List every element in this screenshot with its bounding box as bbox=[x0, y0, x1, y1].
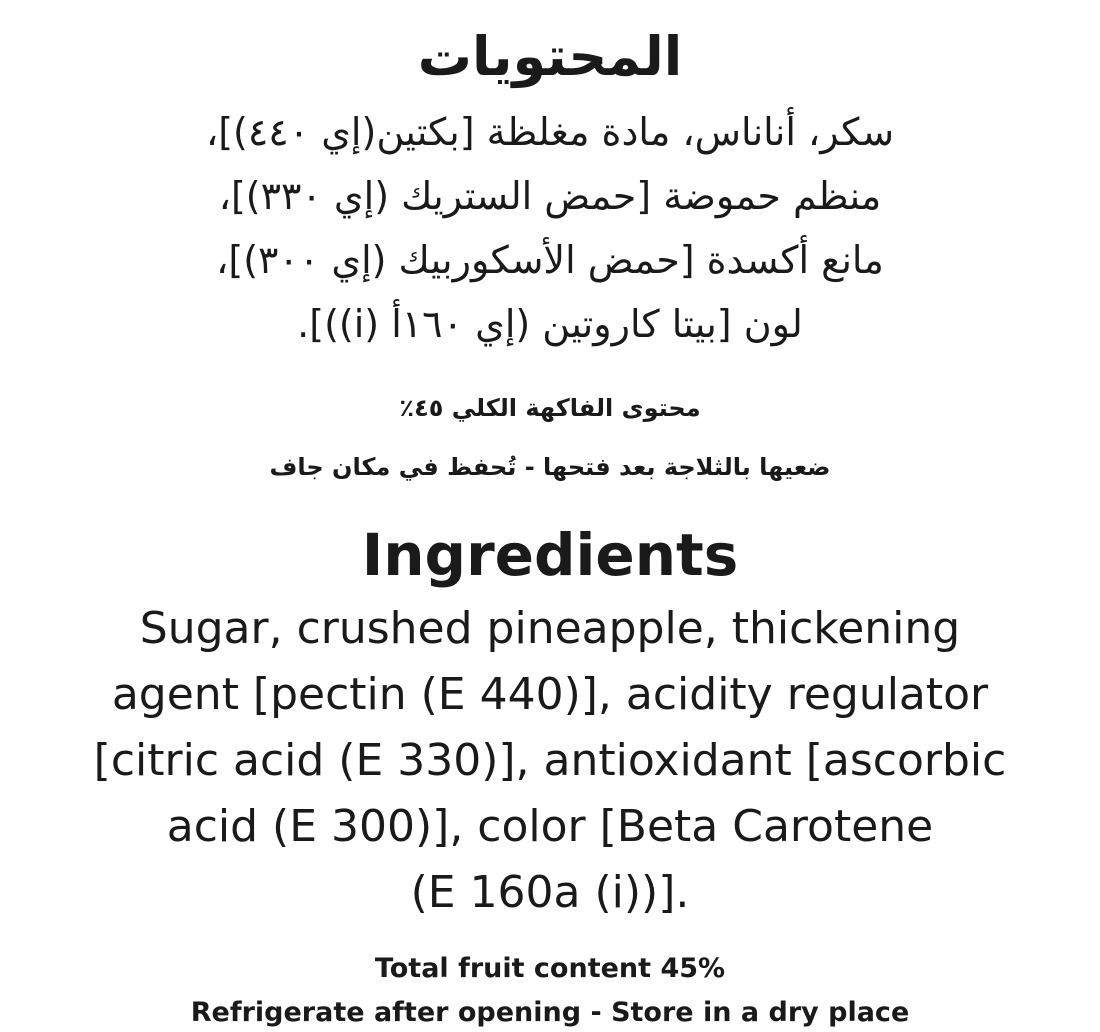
english-ingredients-line: [citric acid (E 330)], antioxidant [ascorbic bbox=[93, 735, 1007, 786]
english-ingredients-heading: Ingredients bbox=[361, 521, 739, 589]
english-ingredients-text bbox=[40, 596, 1060, 926]
arabic-ingredients-line: لون [بيتا كاروتين (إي ١٦٠أ (i))]. bbox=[297, 302, 803, 346]
english-fruit-content: Total fruit content 45% bbox=[374, 953, 726, 984]
english-ingredients-line: (E 160a (i))]. bbox=[410, 867, 690, 918]
english-ingredients-line: agent [pectin (E 440)], acidity regulator bbox=[111, 669, 989, 720]
arabic-ingredients-line: مانع أكسدة [حمض الأسكوربيك (إي ٣٠٠)]، bbox=[216, 238, 884, 282]
arabic-ingredients-heading: المحتويات bbox=[417, 25, 683, 88]
arabic-fruit-content: محتوى الفاكهة الكلي ٤٥٪ bbox=[399, 394, 701, 422]
arabic-storage-instructions: ضعيها بالثلاجة بعد فتحها - تُحفظ في مكان جاف bbox=[269, 453, 831, 481]
english-storage-instructions: Refrigerate after opening - Store in a dry place bbox=[190, 997, 910, 1028]
english-ingredients-line: acid (E 300)], color [Beta Carotene bbox=[166, 801, 934, 852]
arabic-ingredients-line: منظم حموضة [حمض الستريك (إي ٣٣٠)]، bbox=[218, 174, 882, 218]
arabic-ingredients-line: سكر، أناناس، مادة مغلظة [بكتين(إي ٤٤٠)]، bbox=[205, 110, 895, 154]
arabic-ingredients-text bbox=[60, 100, 1040, 356]
english-ingredients-line: Sugar, crushed pineapple, thickening bbox=[139, 603, 961, 654]
